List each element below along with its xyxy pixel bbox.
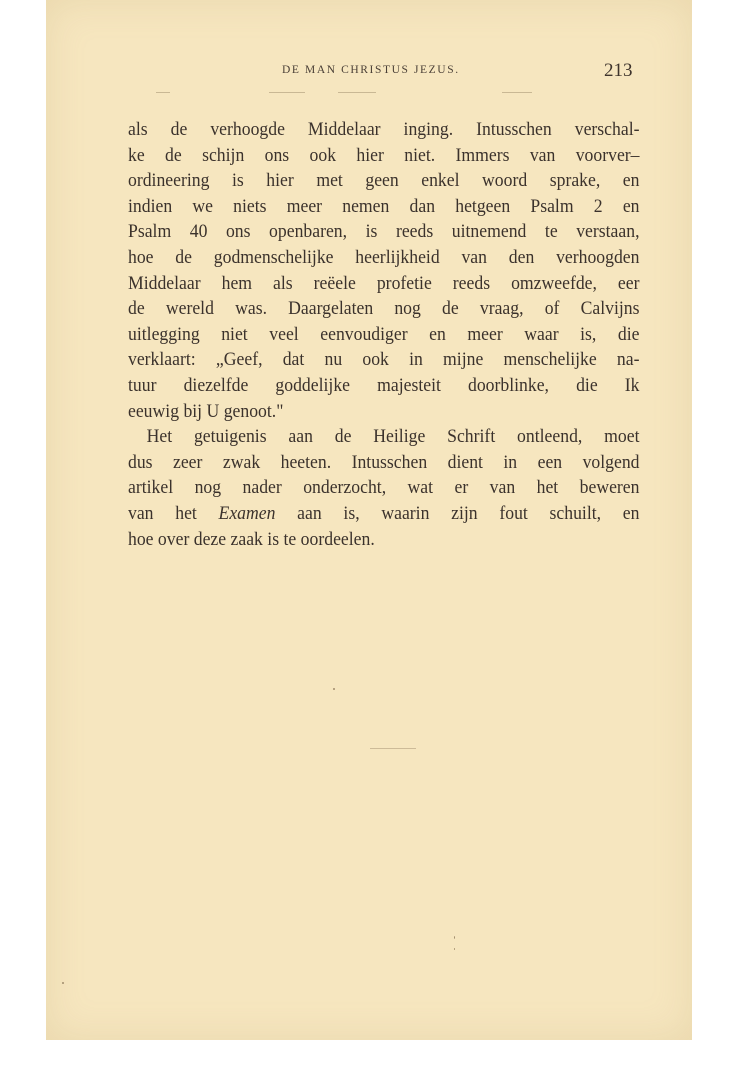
text-line: eeuwig bij U genoot." <box>128 400 284 422</box>
header-rule-segment <box>338 92 376 93</box>
text-line: hoe over deze zaak is te oordeelen. <box>128 528 375 550</box>
text-line: uitlegging niet veel eenvoudiger en meer waar is, die <box>128 323 640 345</box>
running-head <box>46 60 692 84</box>
print-speck <box>454 948 455 950</box>
text-line: de wereld was. Daargelaten nog de vraag, of Calvijns <box>128 298 640 320</box>
header-rule-segment <box>269 92 305 93</box>
book-page <box>46 0 692 1040</box>
print-speck <box>333 688 335 690</box>
paragraph-1 <box>128 117 640 424</box>
running-title: DE MAN CHRISTUS JEZUS. <box>282 64 460 76</box>
text-line-with-italic <box>128 501 640 527</box>
text-line: als de verhoogde Middelaar inging. Intusschen verschal- <box>128 119 640 140</box>
text-segment: van het <box>128 502 219 524</box>
paragraph-2 <box>128 424 640 552</box>
text-line: Het getuigenis aan de Heilige Schrift ontleend, moet <box>146 426 640 448</box>
text-line: artikel nog nader onderzocht, wat er van het beweren <box>128 477 640 499</box>
faint-rule <box>370 748 416 749</box>
text-line: dus zeer zwak heeten. Intusschen dient in een volgend <box>128 451 640 473</box>
body-text <box>128 117 640 552</box>
print-speck <box>454 936 455 939</box>
header-rule-segment <box>156 92 170 93</box>
text-line: ke de schijn ons ook hier niet. Immers van voorver– <box>128 144 640 166</box>
text-segment: aan is, waarin zijn fout schuilt, en <box>275 502 640 524</box>
text-line: verklaart: „Geef, dat nu ook in mijne menschelijke na- <box>128 349 640 371</box>
text-line: tuur diezelfde goddelijke majesteit doorblinke, die Ik <box>128 374 640 396</box>
page-number: 213 <box>604 60 633 81</box>
text-line: Psalm 40 ons openbaren, is reeds uitnemend te verstaan, <box>128 221 640 243</box>
text-line: Middelaar hem als reëele profetie reeds omzweefde, eer <box>128 272 640 294</box>
text-line: ordineering is hier met geen enkel woord sprake, en <box>128 170 640 192</box>
print-speck <box>62 982 64 984</box>
italic-title: Examen <box>218 502 276 524</box>
text-line: hoe de godmenschelijke heerlijkheid van den verhoogden <box>128 246 640 268</box>
header-rule-segment <box>502 92 532 93</box>
text-line: indien we niets meer nemen dan hetgeen Psalm 2 en <box>128 195 640 217</box>
